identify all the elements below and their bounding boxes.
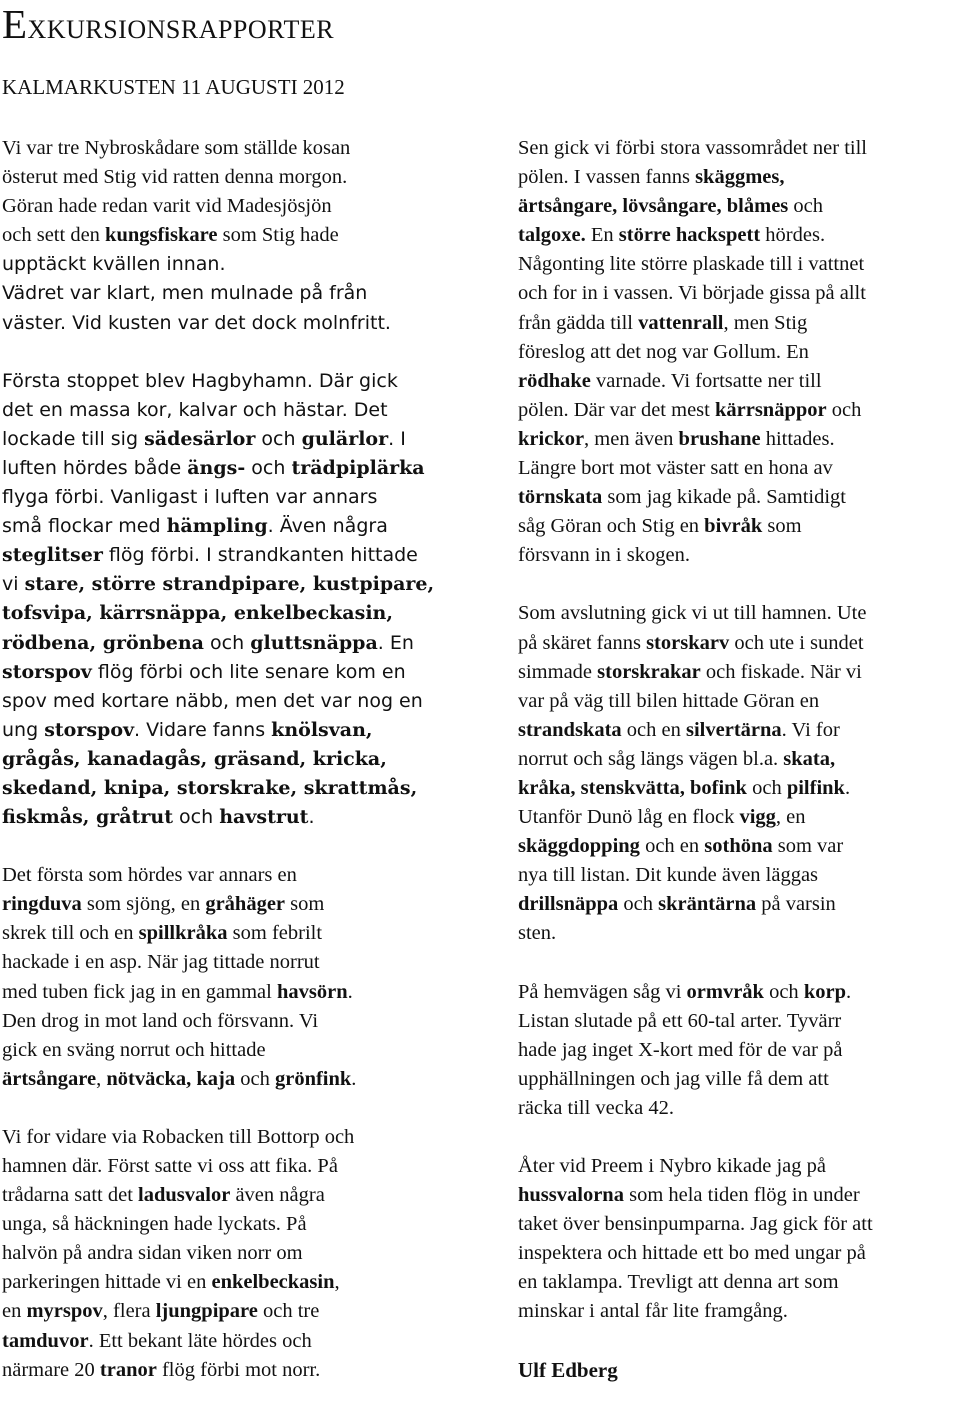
species-name: ärtsångare, lövsångare, blåmes <box>518 195 789 218</box>
text-line <box>518 192 960 221</box>
species-name: grönfink <box>274 1067 352 1090</box>
species-name: skedand, knipa, storskrake, skrattmås, <box>2 776 418 799</box>
text-line <box>2 570 460 599</box>
text-line <box>2 396 460 425</box>
text-line <box>518 1210 960 1239</box>
text-run: trådarna satt det <box>2 1184 139 1207</box>
text-run: och en <box>639 835 705 858</box>
species-name: tofsvipa, kärrsnäppa, enkelbeckasin, <box>2 602 393 625</box>
text-run: pölen. I vassen fanns <box>518 166 696 189</box>
species-name: grågås, kanadagås, gräsand, kricka, <box>2 747 387 770</box>
text-line <box>518 629 960 658</box>
text-line <box>518 338 960 367</box>
species-name: kärrsnäppor <box>714 398 827 421</box>
species-name: havsörn <box>276 980 348 1003</box>
species-name: gulärlor <box>301 427 389 450</box>
paragraph <box>518 1152 960 1327</box>
species-name: myrspov <box>26 1300 103 1323</box>
text-run: gick en sväng norrut och hittade <box>2 1038 266 1061</box>
text-run: skrek till och en <box>2 922 139 945</box>
text-run: och <box>173 806 220 829</box>
text-run: Göran hade redan varit vid Madesjösjön <box>2 195 332 218</box>
species-name: hussvalorna <box>518 1184 624 1207</box>
text-run: ung <box>2 718 45 741</box>
text-run: , en <box>775 806 806 829</box>
text-run: var på väg till bilen hittade Göran en <box>518 689 820 712</box>
report-subtitle: KALMARKUSTEN 11 AUGUSTI 2012 <box>2 75 345 99</box>
title-initial: E <box>2 1 28 47</box>
text-run: Det första som hördes var annars en <box>2 864 297 887</box>
text-run: som <box>285 893 325 916</box>
text-line <box>2 890 460 919</box>
text-run: en taklampa. Trevligt att denna art som <box>518 1271 839 1294</box>
text-line <box>2 250 460 279</box>
text-line <box>2 309 460 338</box>
text-line <box>518 279 960 308</box>
text-run: flög förbi och lite senare kom en <box>91 660 406 683</box>
text-run: och <box>245 456 292 479</box>
text-run: sten. <box>518 922 557 945</box>
text-line <box>518 774 960 803</box>
text-line <box>518 978 960 1007</box>
text-run: försvann in i skogen. <box>518 544 690 567</box>
text-line <box>2 221 460 250</box>
paragraph <box>2 367 460 833</box>
text-run: på skäret fanns <box>518 631 647 654</box>
text-line <box>518 1181 960 1210</box>
text-line <box>518 221 960 250</box>
text-run: luften hördes både <box>2 456 188 479</box>
species-name: ormvråk <box>686 980 764 1003</box>
text-run: hittades. <box>760 427 835 450</box>
text-line <box>518 658 960 687</box>
species-name: vattenrall <box>638 311 724 334</box>
text-line <box>2 658 460 687</box>
text-run: simmade <box>518 660 598 683</box>
text-line <box>2 629 460 658</box>
text-run: och <box>763 980 804 1003</box>
text-run: och en <box>621 718 686 741</box>
text-run: Vi var tre Nybroskådare som ställde kosan <box>2 137 351 159</box>
signature: Ulf Edberg <box>518 1357 618 1382</box>
species-name: havstrut <box>219 806 309 829</box>
text-line <box>518 1268 960 1297</box>
text-run: Den drog in mot land och försvann. Vi <box>2 1009 319 1032</box>
text-run: räcka till vecka 42. <box>518 1096 674 1119</box>
text-run: Någonting lite större plaskade till i vattnet <box>518 253 865 276</box>
text-line <box>518 396 960 425</box>
text-line <box>2 1007 460 1036</box>
text-run: halvön på andra sidan viken norr om <box>2 1242 303 1265</box>
text-line <box>518 599 960 628</box>
species-name: steglitser <box>2 544 103 567</box>
text-line <box>2 512 460 541</box>
text-run: på varsin <box>756 893 836 916</box>
text-line <box>2 425 460 454</box>
species-name: krickor <box>518 427 585 450</box>
text-line <box>518 483 960 512</box>
text-run: lockade till sig <box>2 427 145 450</box>
text-run: Utanför Dunö låg en flock <box>518 806 740 829</box>
text-line <box>2 745 460 774</box>
text-line <box>518 1297 960 1326</box>
species-name: skäggmes, <box>695 166 785 189</box>
text-run: och <box>746 776 787 799</box>
text-line <box>518 861 960 890</box>
text-line <box>2 716 460 745</box>
text-line <box>2 1356 460 1385</box>
species-name: storskarv <box>646 631 730 654</box>
text-run: vi <box>2 573 25 596</box>
text-line <box>2 163 460 192</box>
species-name: enkelbeckasin <box>211 1271 335 1294</box>
text-run: föreslog att det nog var Gollum. En <box>518 340 809 363</box>
page-title <box>2 1 335 50</box>
species-name: tranor <box>99 1358 157 1381</box>
species-name: ärtsångare <box>2 1067 97 1090</box>
text-line <box>2 948 460 977</box>
text-line <box>2 454 460 483</box>
paragraph <box>2 861 460 1094</box>
species-name: fiskmås, gråtrut <box>2 806 173 829</box>
text-run: , <box>96 1067 107 1090</box>
text-line <box>2 861 460 890</box>
text-run: inspektera och hittade ett bo med ungar på <box>518 1242 866 1265</box>
text-run: österut med Stig vid ratten denna morgon. <box>2 166 348 189</box>
species-name: drillsnäppa <box>518 893 619 916</box>
species-name: rödhake <box>518 369 591 392</box>
text-run: Vädret var klart, men mulnade på från <box>2 282 368 305</box>
text-run: och <box>203 631 251 654</box>
species-name: spillkråka <box>138 922 228 945</box>
text-line <box>518 803 960 832</box>
text-run: . <box>308 806 315 829</box>
species-name: ladusvalor <box>138 1184 231 1207</box>
left-column <box>2 134 460 1414</box>
text-run: Åter vid Preem i Nybro kikade jag på <box>518 1155 826 1177</box>
text-line <box>518 1094 960 1123</box>
text-line <box>518 1152 960 1181</box>
text-run: och tre <box>257 1300 320 1323</box>
text-line <box>518 367 960 396</box>
paragraph <box>2 1123 460 1385</box>
text-line <box>2 978 460 1007</box>
paragraph <box>518 599 960 948</box>
text-run: hamnen där. Först satte vi oss att fika. På <box>2 1155 338 1177</box>
text-line <box>518 250 960 279</box>
species-name: pilfink <box>786 776 845 799</box>
species-name: gluttsnäppa <box>250 631 378 654</box>
text-run: Listan slutade på ett 60-tal arter. Tyvärr <box>518 1009 842 1032</box>
species-name: kråka, stenskvätta, bofink <box>518 776 747 799</box>
text-run: minskar i antal får lite framgång. <box>518 1300 788 1323</box>
species-name: ljungpipare <box>155 1300 258 1323</box>
species-name: skata, <box>783 747 836 770</box>
text-run: Som avslutning gick vi ut till hamnen. Ute <box>518 602 867 625</box>
species-name: silvertärna <box>686 718 782 741</box>
text-line <box>2 1239 460 1268</box>
species-name: rödbena, grönbena <box>2 631 204 654</box>
text-run: , <box>334 1271 340 1294</box>
text-run: . <box>845 980 852 1003</box>
text-run: En <box>585 224 619 247</box>
species-name: sädesärlor <box>144 427 256 450</box>
text-run: parkeringen hittade vi en <box>2 1271 212 1294</box>
text-line <box>518 687 960 716</box>
paragraph <box>2 250 460 337</box>
text-line <box>2 1152 460 1181</box>
text-line <box>2 1036 460 1065</box>
text-line <box>518 134 960 163</box>
text-run: och for in i vassen. Vi började gissa på allt <box>518 282 866 305</box>
species-name: nötväcka, kaja <box>106 1067 236 1090</box>
species-name: storskrakar <box>597 660 701 683</box>
text-line <box>518 1036 960 1065</box>
text-run: . I <box>388 427 406 450</box>
text-run: det en massa kor, kalvar och hästar. Det <box>2 398 388 421</box>
text-run: , flera <box>102 1300 156 1323</box>
species-name: tamduvor <box>2 1329 89 1352</box>
text-run: och fiskade. När vi <box>700 660 862 683</box>
text-line <box>518 425 960 454</box>
text-run: . Vidare fanns <box>134 718 272 741</box>
text-run: som <box>762 515 802 538</box>
text-run: och <box>788 195 824 218</box>
text-line <box>2 1123 460 1152</box>
text-run: väster. Vid kusten var det dock molnfritt. <box>2 311 391 334</box>
text-run: en <box>2 1300 27 1323</box>
text-run: och <box>235 1067 275 1090</box>
species-name: törnskata <box>518 486 603 509</box>
text-line <box>2 483 460 512</box>
text-line <box>2 1181 460 1210</box>
species-name: strandskata <box>518 718 622 741</box>
text-run: som var <box>772 835 844 858</box>
paragraph <box>518 978 960 1123</box>
text-line <box>518 512 960 541</box>
species-name: kungsfiskare <box>105 224 218 247</box>
text-run: . Även några <box>267 515 388 538</box>
text-line <box>2 1210 460 1239</box>
text-line <box>2 1327 460 1356</box>
text-line <box>518 163 960 192</box>
text-line <box>2 541 460 570</box>
text-run: som jag kikade på. Samtidigt <box>602 486 846 509</box>
text-run: pölen. Där var det mest <box>518 398 715 421</box>
text-line <box>518 890 960 919</box>
text-line <box>2 774 460 803</box>
species-name: vigg <box>739 806 776 829</box>
text-line <box>518 919 960 948</box>
text-line <box>2 599 460 628</box>
species-name: knölsvan, <box>271 718 373 741</box>
text-run: Första stoppet blev Hagbyhamn. Där gick <box>2 369 398 392</box>
text-line <box>2 279 460 308</box>
text-run: hördes. <box>760 224 826 247</box>
text-run: . Ett bekant läte hördes och <box>88 1329 312 1352</box>
text-run: och <box>255 427 302 450</box>
text-line <box>2 134 460 163</box>
species-name: skäggdopping <box>518 835 640 858</box>
text-run: såg Göran och Stig en <box>518 515 705 538</box>
species-name: brushane <box>678 427 761 450</box>
species-name: ringduva <box>2 893 82 916</box>
text-run: spov med kortare näbb, men det var nog en <box>2 689 423 712</box>
text-line <box>518 1007 960 1036</box>
text-run: flög förbi. I strandkanten hittade <box>102 544 418 567</box>
text-run: På hemvägen såg vi <box>518 980 687 1003</box>
text-run: taket över bensinpumparna. Jag gick för att <box>518 1213 873 1236</box>
text-run: . <box>347 980 353 1003</box>
right-column-paragraphs <box>518 134 960 1327</box>
text-run: norrut och såg längs vägen bl.a. <box>518 747 784 770</box>
text-run: flyga förbi. Vanligast i luften var annars <box>2 486 378 509</box>
species-name: större hackspett <box>618 224 761 247</box>
species-name: sothöna <box>704 835 773 858</box>
paragraph <box>2 134 460 250</box>
text-run: med tuben fick jag in en gammal <box>2 980 277 1003</box>
text-run: . <box>844 776 851 799</box>
species-name: korp <box>803 980 846 1003</box>
species-name: gråhäger <box>205 893 286 916</box>
text-line <box>518 454 960 483</box>
text-line <box>518 541 960 570</box>
species-name: bivråk <box>704 515 763 538</box>
text-run: små flockar med <box>2 515 167 538</box>
text-line <box>2 1268 460 1297</box>
species-name: storspov <box>2 660 92 683</box>
species-name: ängs- <box>187 456 246 479</box>
text-run: och <box>618 893 659 916</box>
right-column <box>518 134 960 1385</box>
text-run: . En <box>377 631 414 654</box>
species-name: skräntärna <box>658 893 757 916</box>
text-run: närmare 20 <box>2 1358 100 1381</box>
text-line <box>518 716 960 745</box>
species-name: storspov <box>44 718 135 741</box>
species-name: talgoxe. <box>518 224 586 247</box>
text-line <box>518 309 960 338</box>
species-name: stare, större strandpipare, kustpipare, <box>24 573 435 596</box>
text-line <box>2 1297 460 1326</box>
text-run: Längre bort mot väster satt en hona av <box>518 457 833 480</box>
text-run: hade jag inget X-kort med för de var på <box>518 1038 843 1061</box>
title-rest: XKURSIONSRAPPORTER <box>27 15 335 44</box>
text-line <box>2 919 460 948</box>
text-run: som sjöng, en <box>81 893 206 916</box>
text-run: upphällningen och jag ville få dem att <box>518 1067 829 1090</box>
text-run: upptäckt kvällen innan. <box>2 253 226 276</box>
text-run: Vi for vidare via Robacken till Bottorp och <box>2 1125 355 1148</box>
text-line <box>518 1239 960 1268</box>
text-run: Sen gick vi förbi stora vassområdet ner till <box>518 137 867 159</box>
text-run: som hela tiden flög in under <box>623 1184 860 1207</box>
text-line <box>518 832 960 861</box>
text-line <box>2 192 460 221</box>
text-run: varnade. Vi fortsatte ner till <box>590 369 822 392</box>
text-line <box>2 687 460 716</box>
text-run: flög förbi mot norr. <box>156 1358 321 1381</box>
text-run: som febrilt <box>227 922 323 945</box>
text-line <box>2 803 460 832</box>
text-run: unga, så häckningen hade lyckats. På <box>2 1213 307 1236</box>
text-run: som Stig hade <box>217 224 339 247</box>
text-run: nya till listan. Dit kunde även läggas <box>518 864 819 887</box>
text-line <box>518 745 960 774</box>
text-run: . Vi for <box>781 718 840 741</box>
text-run: , men även <box>584 427 679 450</box>
text-run: . <box>351 1067 357 1090</box>
text-run: och <box>826 398 862 421</box>
text-line <box>2 1065 460 1094</box>
text-line <box>518 1065 960 1094</box>
text-run: och sett den <box>2 224 106 247</box>
text-line <box>2 367 460 396</box>
paragraph <box>518 134 960 570</box>
text-run: även några <box>230 1184 325 1207</box>
text-run: hackade i en asp. När jag tittade norrut <box>2 951 320 974</box>
species-name: trädpiplärka <box>291 456 425 479</box>
text-run: och ute i sundet <box>729 631 864 654</box>
text-run: från gädda till <box>518 311 639 334</box>
text-run: , men Stig <box>723 311 808 334</box>
species-name: hämpling <box>166 515 268 538</box>
